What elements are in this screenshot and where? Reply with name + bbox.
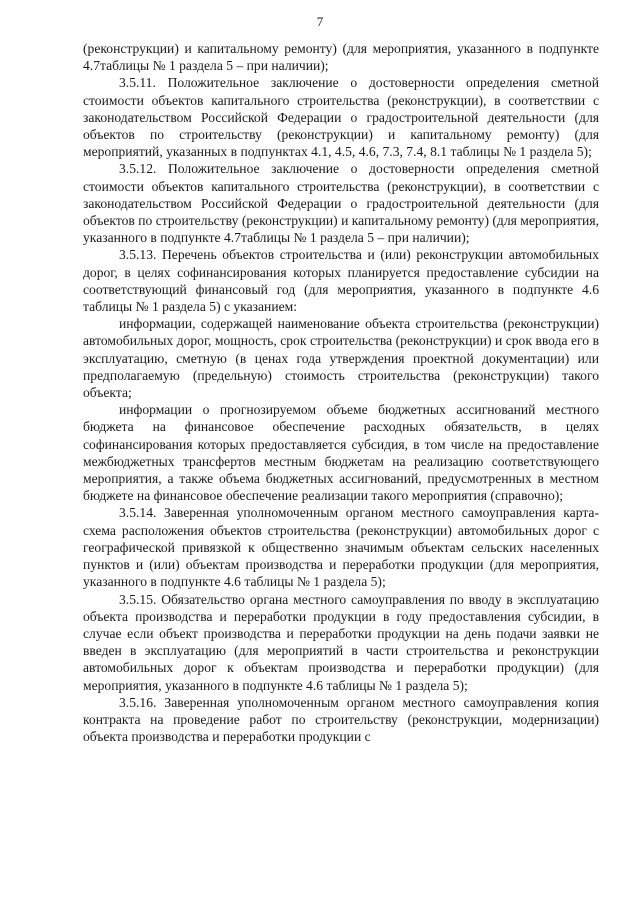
paragraph-3-5-12: 3.5.12. Положительное заключение о достоверности определения сметной стоимости объектов капитального строительства (реконструкции), в соответствии с законодательством Российской Федерации о градостроительной деятельности (для объектов по строительству (реконструкции) и капитальному ремонту) (для мероприятия, указанного в подпункте 4.7таблицы № 1 раздела 5 – при наличии);	[83, 161, 599, 246]
paragraph-info-budget: информации о прогнозируемом объеме бюджетных ассигнований местного бюджета на финансовое обеспечение расходных обязательств, в целях софинансирования которых предоставляется субсидия, в том числе на предоставление межбюджетных трансфертов местным бюджетам на реализацию соответствующего мероприятия, а также объема бюджетных ассигнований, предусмотренных в местном бюджете на финансовое обеспечение реализации такого мероприятия (справочно);	[83, 402, 599, 504]
page-number: 7	[316, 14, 324, 29]
document-body	[83, 40, 599, 745]
paragraph-3-5-16: 3.5.16. Заверенная уполномоченным органом местного самоуправления копия контракта на проведение работ по строительству (реконструкции, модернизации) объекта производства и переработки продукции с	[83, 694, 599, 745]
paragraph-3-5-11: 3.5.11. Положительное заключение о достоверности определения сметной стоимости объектов капитального строительства (реконструкции), в соответствии с законодательством Российской Федерации о градостроительной деятельности (для объектов по строительству (реконструкции) и капитальному ремонту) (для мероприятий, указанных в подпунктах 4.1, 4.5, 4.6, 7.3, 7.4, 8.1 таблицы № 1 раздела 5);	[83, 75, 599, 160]
paragraph-continuation: (реконструкции) и капитальному ремонту) (для мероприятия, указанного в подпункте 4.7таблицы № 1 раздела 5 – при наличии);	[83, 41, 599, 74]
paragraph-3-5-14: 3.5.14. Заверенная уполномоченным органом местного самоуправления карта-схема расположения объектов строительства (реконструкции) автомобильных дорог с географической привязкой к общественно значимым объектам сельских населенных пунктов и (или) объектам производства и переработки продукции (для мероприятия, указанного в подпункте 4.6 таблицы № 1 раздела 5);	[83, 505, 599, 590]
paragraph-3-5-15: 3.5.15. Обязательство органа местного самоуправления по вводу в эксплуатацию объекта производства и переработки продукции в году предоставления субсидии, в случае если объект производства и переработки продукции на день подачи заявки не введен в эксплуатацию (для мероприятий в части строительства и реконструкции автомобильных дорог к объектам производства и переработки продукции) (для мероприятия, указанного в подпункте 4.6 таблицы № 1 раздела 5);	[83, 591, 599, 693]
paragraph-3-5-13: 3.5.13. Перечень объектов строительства и (или) реконструкции автомобильных дорог, в целях софинансирования которых планируется предоставление субсидии на соответствующий финансовый год (для мероприятия, указанного в подпункте 4.6 таблицы № 1 раздела 5) с указанием:	[83, 247, 599, 315]
paragraph-info-object: информации, содержащей наименование объекта строительства (реконструкции) автомобильных дорог, мощность, срок строительства (реконструкции) и срок ввода его в эксплуатацию, сметную (в ценах года утверждения проектной документации) или предполагаемую (предельную) стоимость строительства (реконструкции) такого объекта;	[83, 316, 599, 401]
